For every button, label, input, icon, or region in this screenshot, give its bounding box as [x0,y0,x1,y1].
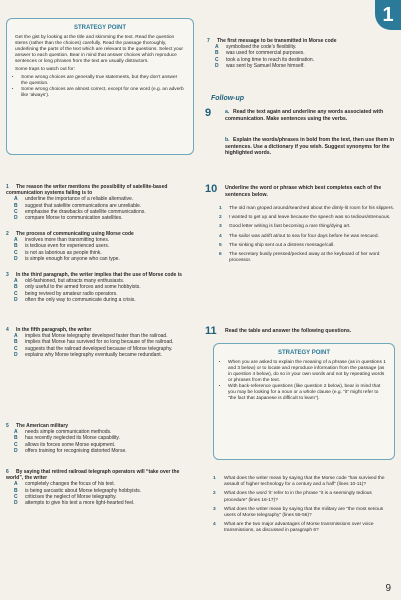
strategy2-list [214,360,394,402]
question-4: 4 In the fifth paragraph, the writer A implies that Morse telegraphy developed faster than the railroad. B implies that Morse has survived for so long because of the railroad. C suggests that the railroad developed because of Morse telegraphy. D explains why Morse telegraphy eventually became redundant. [6,327,174,358]
traps-intro: Some traps to watch out for: [15,67,75,72]
traps-list [7,75,193,99]
strategy-point-box-2 [213,343,395,460]
question-7: 7 The first message to be transmitted in Morse code A symbolised the code’s flexibility. B was used for commercial purposes. C took a long time to reach its destination. D was sent by Samuel Morse himself. [207,38,337,69]
question-2: 2 The process of communicating using Morse code A involves more than transmitting tones. B is tedious even for experienced users. C is not as laborious as people think. D is simple enough for anyone who can type. [6,231,134,262]
list-item: 4 The sailor was adrift at/out to sea for four days before he was rescued. [219,233,379,239]
left-column [0,0,200,600]
question-9-number: 9 [205,107,212,119]
list-item: 2 What does the word ‘it’ refer to in the phrase “it is a seemingly tedious procedure” (lines 16-17)? [213,491,372,503]
strategy-point-box [6,18,194,155]
right-column [201,0,401,600]
question-5: 5 The American military A needs simple communication methods. B has recently neglected its Morse capability. C allows its forces some Morse equipment. D offers training for recognising distorted Morse. [6,423,127,454]
strategy2-item: • When you are asked to explain the meaning of a phrase (as in questions 1 and 3 below) or to locate and reproduce information from the passage (as in question 4 below), do so in your own words and not by repeating words or phrases from the text. [228,360,386,384]
strategy-paragraph: Get the gist by looking at the title and skimming the text. Read the question stems (rather than the choices) carefully. Read the passage thoroughly, underlining the parts of the text which are relevant to the questions. Select your answer to each question. Bear in mind that answer choices which reproduce sentences or long phrases from the text are usually distractors. [15,35,183,64]
list-item: 3 What does the writer mean by saying that the military are “the most serious users of Morse telegraphy” (lines 55-56)? [213,506,384,519]
question-10-number: 10 [205,183,218,195]
question-9a: a. Read the text again and underline any words associated with communication. Make sentences using the verbs. [225,109,384,122]
list-item: 6 The secretary busily pressed/pecked away at the keyboard of her word processor. [219,252,380,264]
question-11-stem: Read the table and answer the following questions. [225,328,352,334]
reading-questions [213,476,391,538]
trap-item: • Some wrong choices are almost correct, except for one word (e.g. an adverb like ‘always’). [21,87,185,99]
followup-heading: Follow-up [211,95,245,102]
strategy-title: STRATEGY POINT [73,25,127,31]
question-11-number: 11 [205,325,217,337]
trap-item: • Some wrong choices are generally true statements, but they don’t answer the question. [21,75,185,87]
list-item: 5 The sinking ship sent out a distress message/call. [219,242,335,248]
page-number: 9 [385,583,391,594]
list-item: 2 I wanted to get up and leave because the speech was so tedious/strenuous. [219,215,391,221]
list-item: 3 Good letter writing is fast becoming a rare thing/dying art. [219,224,351,230]
list-item: 1 What does the writer mean by saying that the Morse code “has survived the assault of higher technology for a century and a half” (lines 10-11)? [213,476,385,488]
question-1: 1 The reason the writer mentions the possibility of satellite-based communication systems failing is to A underline the importance of a reliable alternative. B suggest that satellite communications are unreliable. C emphasise the drawbacks of satellite communications. D compare Morse to communication satellites. [6,184,168,222]
question-6: 6 By saying that retired railroad telegraph operators will “take over the world”, the writer A completely changes the focus of his text. B is being sarcastic about Morse telegraphy hobbyists. C criticises the neglect of Morse telegraphy. D attempts to give his text a more light-hearted feel. [6,469,180,507]
question-9b: b. Explain the words/phrases in bold from the text, then use them in sentences. Use a dictionary if you wish. Suggest synonyms for the highlighted words. [225,137,395,156]
question-10-stem: Underline the word or phrase which best completes each of the sentences below. [225,185,382,198]
strategy2-title: STRATEGY POINT [277,350,331,356]
question-3: 3 In the third paragraph, the writer implies that the use of Morse code is A old-fashioned, but attracts many enthusiasts. B only useful to the armed forces and some hobbyists. C being revived by amateur radio operators. D often the only way to communicate during a crisis. [6,272,182,303]
list-item: 1 The old man groped around/searched about the dimly-lit room for his slippers. [219,206,395,211]
list-item: 4 What are the two major advantages of Morse transmissions over voice transmissions, as discussed in paragraph 6? [213,522,374,534]
strategy2-item: • With back-reference questions (like question 2 below), bear in mind that you may be looking for a noun or a whole clause (e.g. “it” might refer to “the fact that Japanese is difficult to learn”). [228,384,386,402]
question-10-list [219,206,395,267]
unit-number-tab: 1 [375,0,401,30]
